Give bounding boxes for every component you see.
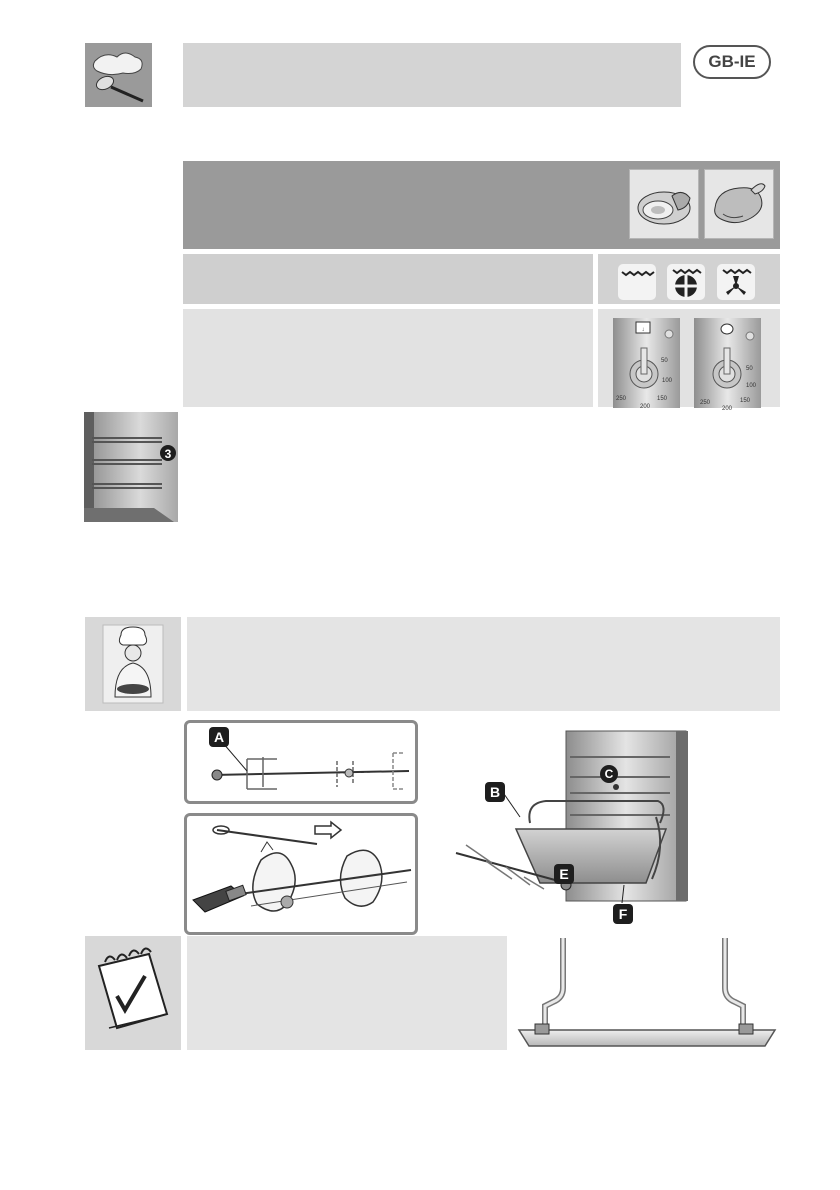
chef-icon	[85, 617, 181, 711]
roast-meat-icon	[629, 169, 699, 239]
notepad-check-icon	[85, 936, 181, 1050]
callout-e: E	[554, 864, 574, 884]
dial-mark: 50	[661, 358, 668, 364]
shelf-number: 3	[164, 447, 172, 461]
dial-mark: 150	[657, 396, 668, 402]
header-bar	[183, 43, 681, 107]
language-badge: GB-IE	[693, 45, 771, 79]
dial-mark: 200	[640, 404, 651, 410]
tip-bar	[187, 617, 780, 711]
dial-mark: 250	[616, 396, 627, 402]
spit-assembly-illustration	[184, 813, 418, 935]
dial-mark: 250	[700, 400, 711, 406]
dial-mark: 150	[740, 398, 751, 404]
fan-icon	[717, 264, 755, 300]
dial-panel	[598, 309, 780, 412]
callout-b: B	[485, 782, 505, 802]
callout-a: A	[209, 727, 229, 747]
section-title-bar	[183, 161, 780, 249]
roast-chicken-icon	[704, 169, 774, 239]
spoon-chef-hat-icon	[85, 43, 152, 107]
function-icons-panel	[598, 254, 780, 304]
thermostat-dial-left	[613, 318, 680, 408]
note-bar	[187, 936, 507, 1050]
thermostat-dial-right	[694, 318, 761, 412]
fan-grill-icon	[667, 264, 705, 300]
callout-c: C	[600, 765, 618, 783]
svg-text:↓: ↓	[641, 327, 645, 333]
dial-mark: 100	[662, 378, 673, 384]
dial-mark: 100	[746, 383, 757, 389]
top-element-icon	[618, 264, 656, 300]
oven-shelf-illustration	[84, 412, 178, 522]
function-bar	[183, 254, 593, 304]
oven-spit-illustration	[420, 727, 700, 927]
dial-mark: 200	[722, 406, 733, 412]
spit-illustration	[184, 720, 418, 804]
rack-support-illustration	[515, 934, 781, 1054]
callout-f: F	[613, 904, 633, 924]
temperature-bar	[183, 309, 593, 407]
dial-mark: 50	[746, 366, 753, 372]
